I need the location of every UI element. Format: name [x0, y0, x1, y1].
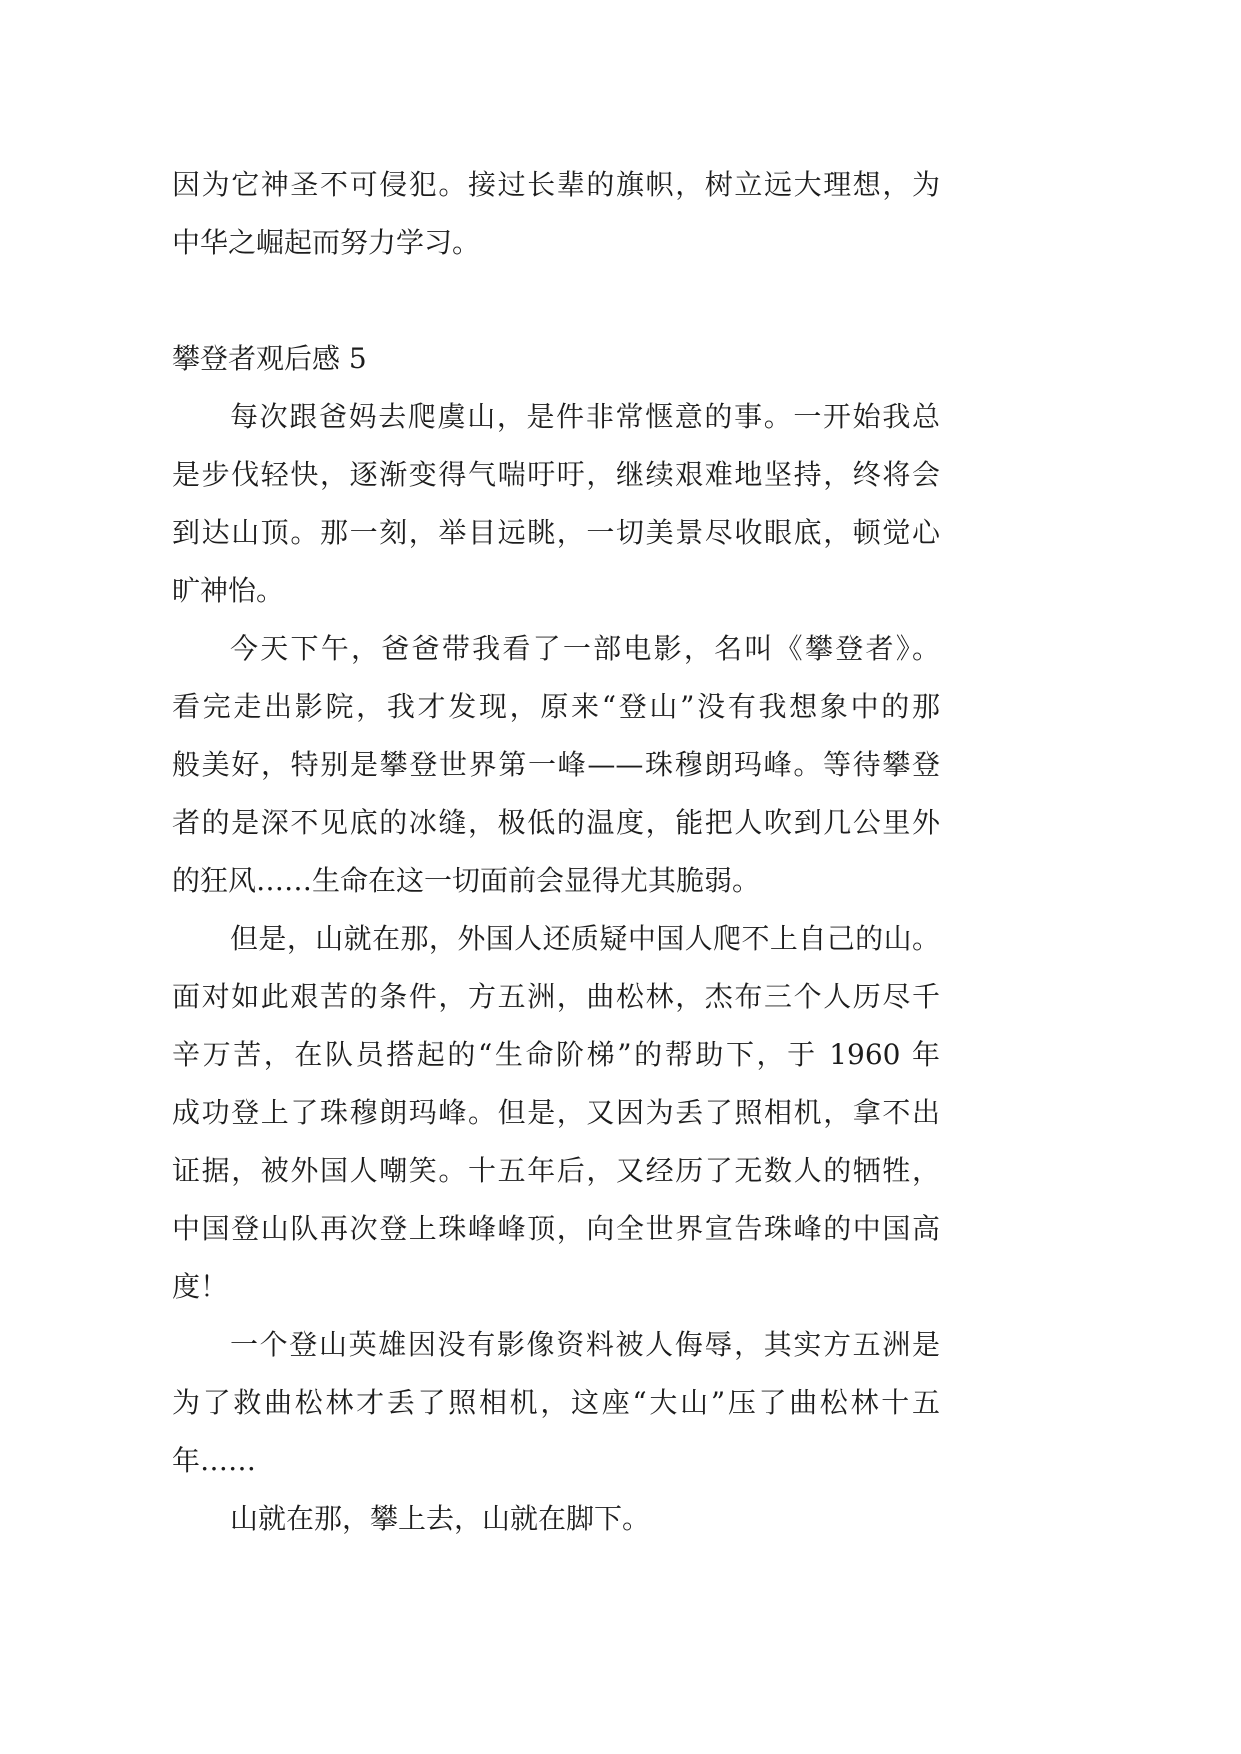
text-line: 山就在那，攀上去，山就在脚下。	[230, 1502, 651, 1535]
text-line: 每次跟爸妈去爬虞山，是件非常惬意的事。一开始我总	[230, 400, 940, 433]
paragraph	[172, 1490, 940, 1548]
text-line: 辛万苦，在队员搭起的“生命阶梯”的帮助下，于 1960 年	[172, 1038, 940, 1071]
text-line: 中国登山队再次登上珠峰峰顶，向全世界宣告珠峰的中国高	[172, 1212, 940, 1245]
text-line: 因为它神圣不可侵犯。接过长辈的旗帜，树立远大理想，为	[172, 168, 940, 201]
blank-line	[172, 272, 940, 330]
continuation-paragraph	[172, 156, 940, 272]
text-line: 但是，山就在那，外国人还质疑中国人爬不上自己的山。	[230, 922, 940, 955]
text-line: 为了救曲松林才丢了照相机，这座“大山”压了曲松林十五	[172, 1386, 940, 1419]
section-title: 攀登者观后感 5	[172, 342, 367, 375]
text-line: 年……	[172, 1444, 257, 1477]
text-line: 旷神怡。	[172, 574, 285, 607]
text-line: 般美好，特别是攀登世界第一峰——珠穆朗玛峰。等待攀登	[172, 748, 940, 781]
text-line: 度！	[172, 1270, 229, 1303]
text-line: 证据，被外国人嘲笑。十五年后，又经历了无数人的牺牲，	[172, 1154, 940, 1187]
paragraph	[172, 620, 940, 910]
text-line: 中华之崛起而努力学习。	[172, 226, 481, 259]
text-line: 一个登山英雄因没有影像资料被人侮辱，其实方五洲是	[230, 1328, 940, 1361]
text-line: 成功登上了珠穆朗玛峰。但是，又因为丢了照相机，拿不出	[172, 1096, 940, 1129]
text-line: 看完走出影院，我才发现，原来“登山”没有我想象中的那	[172, 690, 940, 723]
paragraph	[172, 388, 940, 620]
text-line: 到达山顶。那一刻，举目远眺，一切美景尽收眼底，顿觉心	[172, 516, 940, 549]
paragraph	[172, 1316, 940, 1490]
paragraph	[172, 910, 940, 1316]
text-line: 的狂风……生命在这一切面前会显得尤其脆弱。	[172, 864, 761, 897]
text-line: 是步伐轻快，逐渐变得气喘吁吁，继续艰难地坚持，终将会	[172, 458, 940, 491]
document-page	[172, 156, 940, 1548]
text-line: 今天下午，爸爸带我看了一部电影，名叫《攀登者》。	[230, 632, 940, 665]
text-line: 者的是深不见底的冰缝，极低的温度，能把人吹到几公里外	[172, 806, 940, 839]
text-line: 面对如此艰苦的条件，方五洲，曲松林，杰布三个人历尽千	[172, 980, 940, 1013]
